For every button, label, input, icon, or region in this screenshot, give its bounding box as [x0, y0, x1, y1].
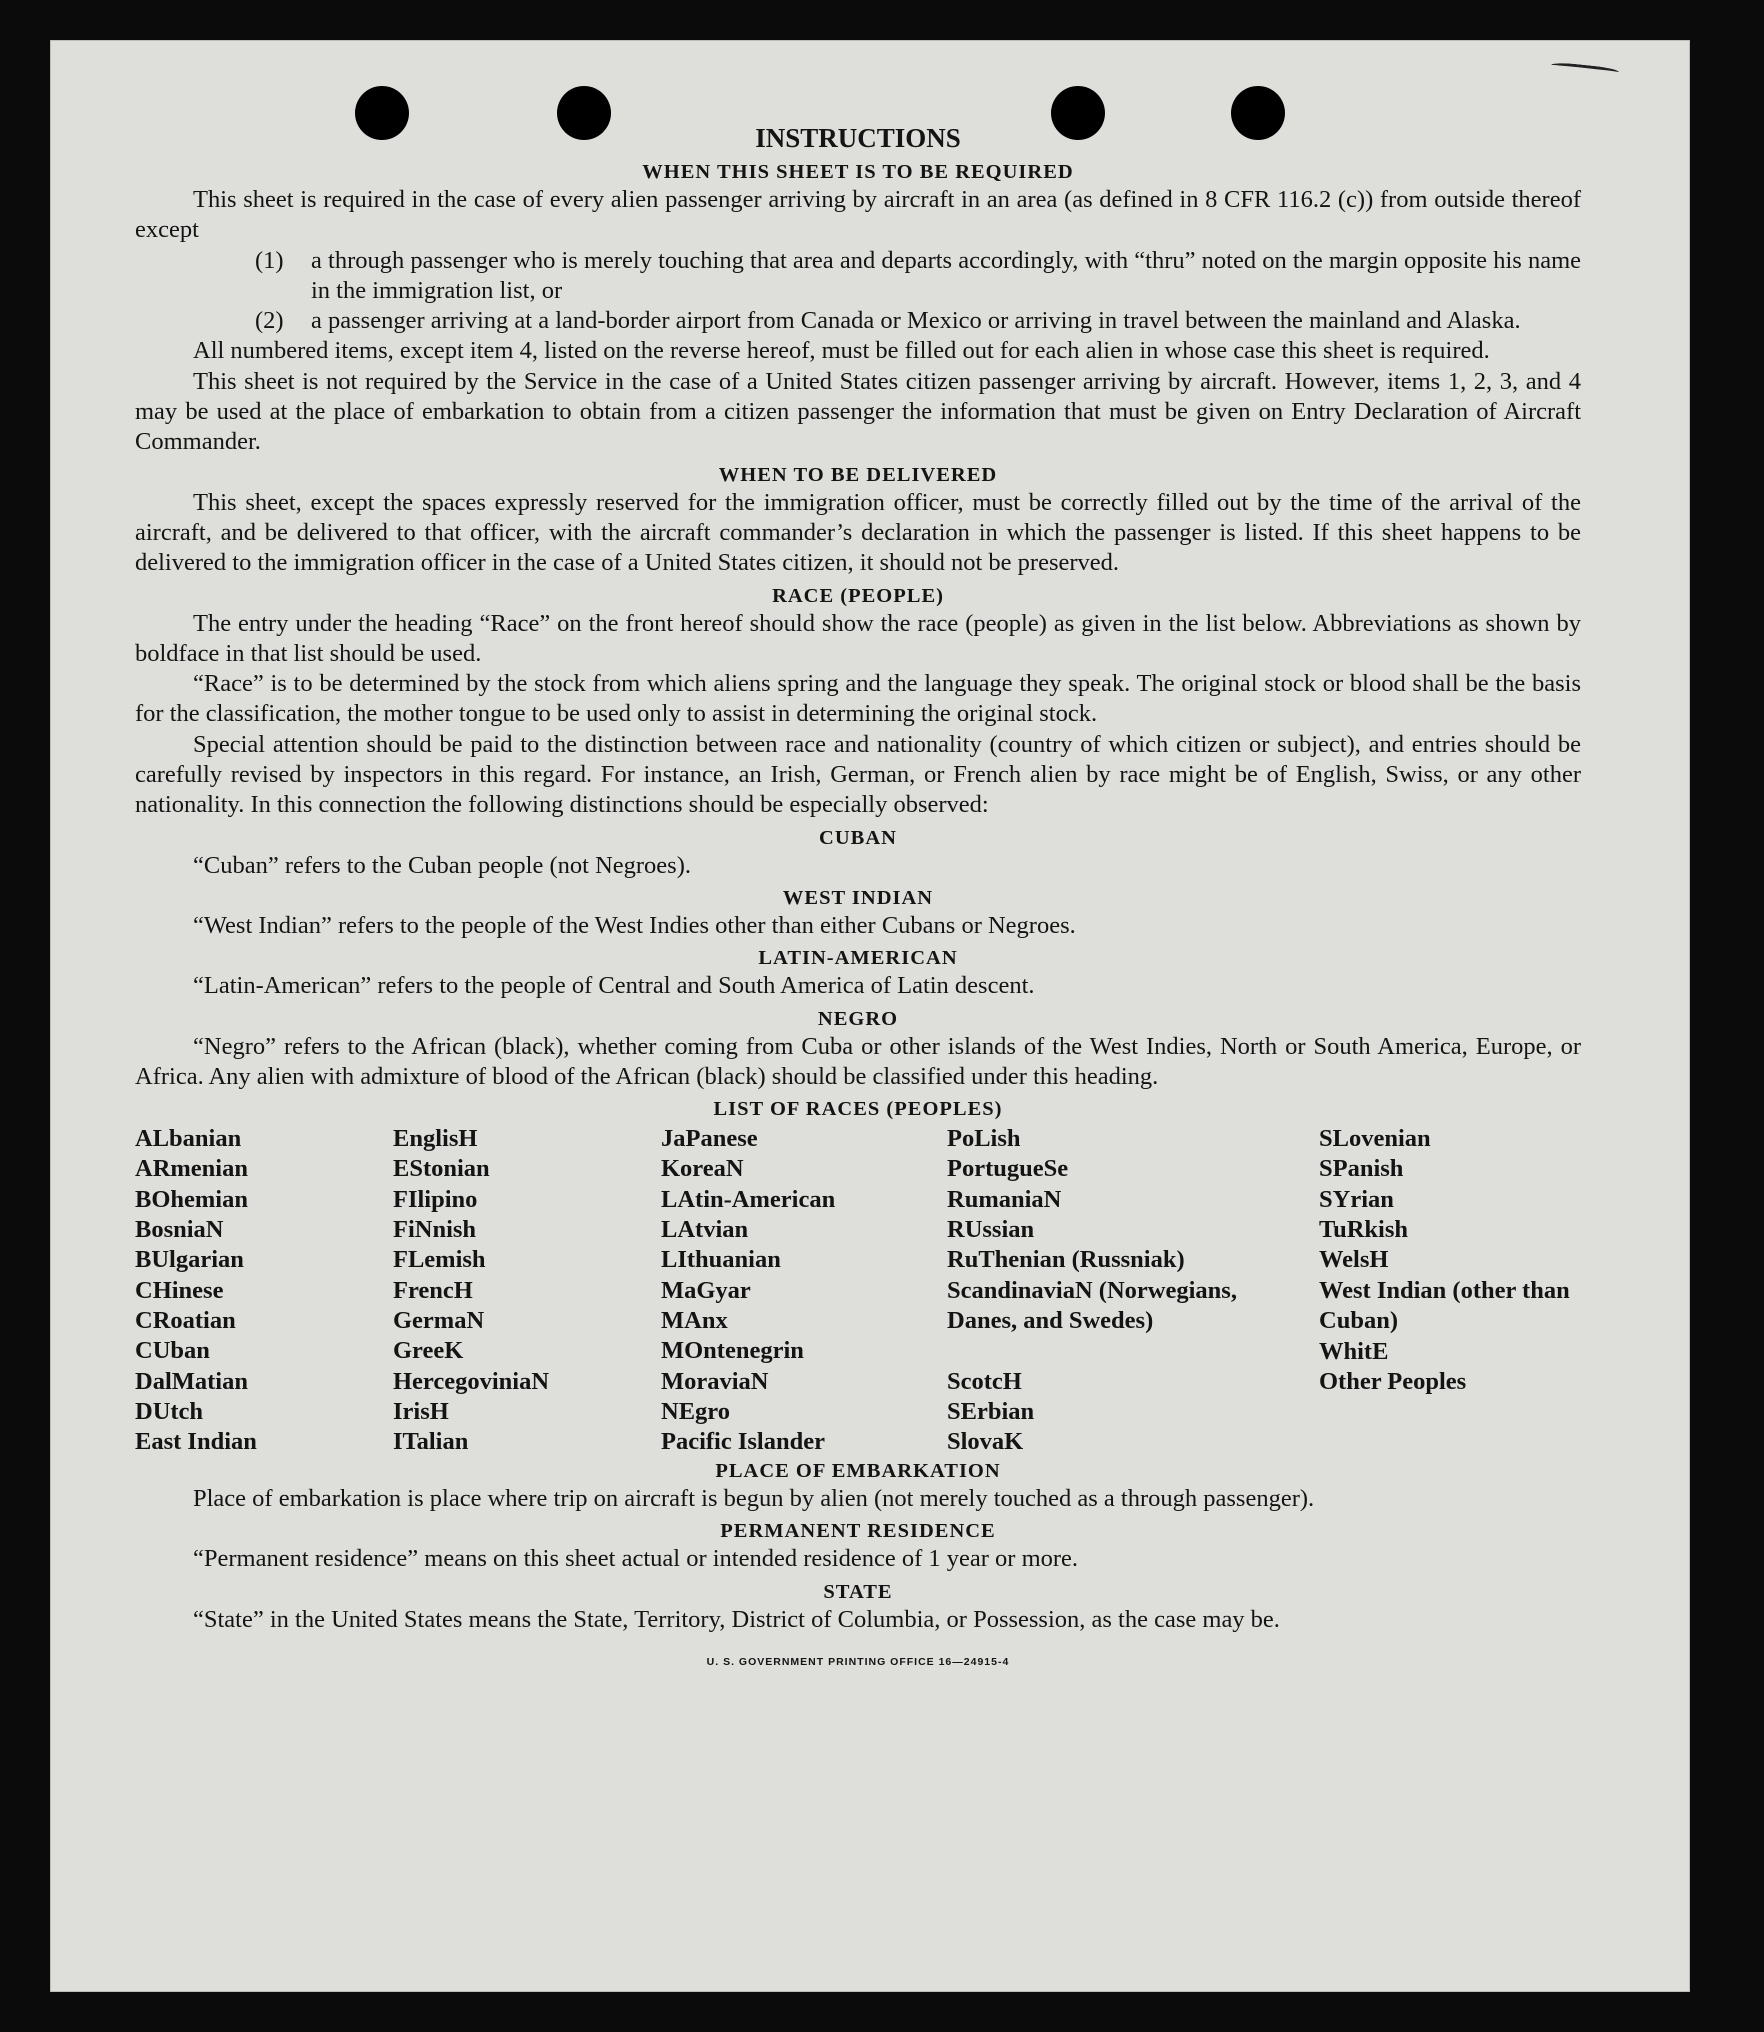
race-entry: IrisH: [393, 1397, 449, 1425]
race-entry: ARmenian: [135, 1155, 248, 1183]
race-entry: SYrian: [1319, 1185, 1394, 1213]
paragraph: This sheet, except the spaces expressly reserved for the immigration officer, must be correctly filled out by the time of the arrival of the aircraft, and be delivered to that officer, with the aircraft commander’s declaration in which the passenger is listed. If this sheet happens to be delivered to the immigration officer in the case of a United States citizen, it should not be preserved.: [135, 488, 1581, 577]
race-entry: NEgro: [661, 1397, 730, 1425]
page-title: INSTRUCTIONS: [755, 123, 961, 153]
section-heading: WHEN TO BE DELIVERED: [718, 463, 998, 486]
race-entry: East Indian: [135, 1428, 257, 1456]
race-column: [947, 1124, 1252, 1457]
race-entry: Other Peoples: [1319, 1367, 1467, 1395]
race-entry: RumaniaN: [947, 1185, 1062, 1213]
race-entry: EnglisH: [393, 1125, 478, 1153]
instructions-content: [135, 121, 1581, 1677]
race-entry: ScotcH: [947, 1367, 1022, 1395]
paragraph: “Negro” refers to the African (black), whether coming from Cuba or other islands of the West Indies, North or South America, Europe, or Africa. Any alien with admixture of blood of the African (black) should be classified under this heading.: [135, 1032, 1581, 1090]
paragraph: Special attention should be paid to the distinction between race and nationality (country of which citizen or subject), and entries should be carefully revised by inspectors in this regard. For instance, an Irish, German, or French alien by race might be of English, Swiss, or any other nationality. In this connection the following distinctions should be especially observed:: [135, 730, 1581, 819]
race-column: [135, 1124, 365, 1457]
race-entry: SErbian: [947, 1397, 1035, 1425]
paragraph: The entry under the heading “Race” on the front hereof should show the race (people) as given in the list below. Abbreviations as shown by boldface in that list should be used.: [135, 609, 1581, 667]
race-entry: KoreaN: [661, 1155, 744, 1183]
race-entry: JaPanese: [661, 1125, 758, 1153]
race-column: [1319, 1124, 1581, 1397]
race-entry: FLemish: [393, 1246, 486, 1274]
paragraph: “Cuban” refers to the Cuban people (not Negroes).: [193, 851, 691, 879]
race-entry: CRoatian: [135, 1306, 236, 1334]
paragraph: This sheet is required in the case of every alien passenger arriving by aircraft in an area (as defined in 8 CFR 116.2 (c)) from outside thereof except: [135, 186, 1581, 244]
item-text: a passenger arriving at a land-border airport from Canada or Mexico or arriving in travel between the mainland and Alaska.: [311, 307, 1521, 335]
document-sheet: [50, 40, 1690, 1992]
paragraph: Place of embarkation is place where trip on aircraft is begun by alien (not merely touched as a through passenger).: [193, 1485, 1315, 1513]
race-entry: MAnx: [661, 1306, 728, 1334]
race-entry: CHinese: [135, 1276, 224, 1304]
race-entry: ScandinaviaN (Norwegians, Danes, and Swedes): [947, 1276, 1237, 1334]
paragraph: “Permanent residence” means on this sheet actual or intended residence of 1 year or more.: [193, 1545, 1079, 1573]
section-heading: RACE (PEOPLE): [772, 584, 944, 607]
race-column: [393, 1124, 643, 1457]
race-entry: BOhemian: [135, 1185, 248, 1213]
race-list: [135, 1124, 1581, 1454]
race-entry: MoraviaN: [661, 1367, 769, 1395]
race-entry: MaGyar: [661, 1276, 751, 1304]
race-entry: DUtch: [135, 1397, 204, 1425]
list-item: [255, 246, 1581, 307]
section-heading: LATIN-AMERICAN: [758, 947, 958, 970]
section-heading: WHEN THIS SHEET IS TO BE REQUIRED: [642, 161, 1074, 183]
section-heading: NEGRO: [817, 1007, 899, 1030]
race-entry: RuThenian (Russniak): [947, 1246, 1185, 1274]
list-item: [255, 306, 1581, 336]
item-text: a through passenger who is merely touching that area and departs accordingly, with “thru” noted on the margin opposite his name in the immigration list, or: [311, 246, 1581, 304]
paragraph: All numbered items, except item 4, listed on the reverse hereof, must be filled out for each alien in whose case this sheet is required.: [193, 337, 1490, 365]
item-number: (1): [255, 246, 284, 274]
race-entry: HercegoviniaN: [393, 1367, 550, 1395]
race-entry: PortugueSe: [947, 1155, 1069, 1183]
race-entry: SPanish: [1319, 1155, 1404, 1183]
race-entry: SlovaK: [947, 1428, 1024, 1456]
race-entry: ALbanian: [135, 1125, 242, 1153]
race-entry: BosniaN: [135, 1216, 224, 1244]
race-entry: RUssian: [947, 1216, 1035, 1244]
paragraph: “Race” is to be determined by the stock from which aliens spring and the language they speak. The original stock or blood shall be the basis for the classification, the mother tongue to be used only to assist in determining the original stock.: [135, 670, 1581, 728]
race-entry: MOntenegrin: [661, 1337, 804, 1365]
race-entry: LAtin-American: [661, 1185, 836, 1213]
paragraph: “State” in the United States means the State, Territory, District of Columbia, or Possession, as the case may be.: [193, 1605, 1280, 1633]
race-entry: FiNnish: [393, 1216, 477, 1244]
paragraph: This sheet is not required by the Service in the case of a United States citizen passenger arriving by aircraft. However, items 1, 2, 3, and 4 may be used at the place of embarkation to obtain from a citizen passenger the information that must be given on Entry Declaration of Aircraft Commander.: [135, 367, 1581, 456]
race-entry: FIlipino: [393, 1185, 478, 1213]
paragraph: “West Indian” refers to the people of the West Indies other than either Cubans or Negroes.: [193, 911, 1076, 939]
race-entry: GermaN: [393, 1306, 485, 1334]
section-heading: STATE: [823, 1580, 893, 1603]
race-column: [661, 1124, 931, 1457]
race-entry: GreeK: [393, 1337, 464, 1365]
printer-imprint: U. S. GOVERNMENT PRINTING OFFICE 16—24915-4: [706, 1656, 1010, 1669]
race-entry: ITalian: [393, 1428, 469, 1456]
race-entry: WelsH: [1319, 1246, 1389, 1274]
race-entry: FrencH: [393, 1276, 473, 1304]
item-number: (2): [255, 307, 284, 335]
race-entry: West Indian (other than Cuban): [1319, 1276, 1570, 1334]
race-entry: LAtvian: [661, 1216, 749, 1244]
section-heading: CUBAN: [819, 826, 897, 849]
section-heading: PLACE OF EMBARKATION: [715, 1460, 1001, 1483]
section-heading: LIST OF RACES (PEOPLES): [713, 1098, 1003, 1121]
section-heading: WEST INDIAN: [782, 886, 934, 909]
paragraph: “Latin-American” refers to the people of Central and South America of Latin descent.: [193, 972, 1035, 1000]
race-entry: TuRkish: [1319, 1216, 1409, 1244]
race-entry: Pacific Islander: [661, 1428, 825, 1456]
race-entry: EStonian: [393, 1155, 490, 1183]
race-entry: BUlgarian: [135, 1246, 244, 1274]
race-entry: WhitE: [1319, 1337, 1389, 1365]
race-entry: DalMatian: [135, 1367, 248, 1395]
race-entry: CUban: [135, 1337, 210, 1365]
race-entry: SLovenian: [1319, 1125, 1431, 1153]
race-entry: PoLish: [947, 1125, 1021, 1153]
pen-mark: [1551, 61, 1620, 77]
race-entry: LIthuanian: [661, 1246, 781, 1274]
section-heading: PERMANENT RESIDENCE: [720, 1520, 996, 1543]
